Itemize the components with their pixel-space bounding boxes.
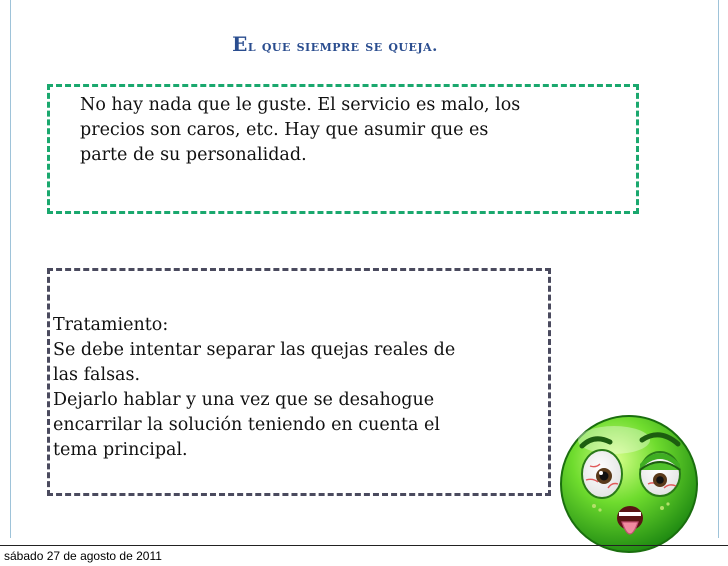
footer-date: sábado 27 de agosto de 2011 — [4, 549, 162, 563]
description-text: No hay nada que le guste. El servicio es malo, los precios son caros, etc. Hay que asumir que es parte de su personalidad. — [80, 95, 521, 165]
footer-divider — [0, 545, 728, 546]
treatment-text: Tratamiento: Se debe intentar separar las quejas reales de las falsas. Dejarlo hablar y una vez que se desahogue encarrilar la solución teniendo en cuenta el tema principal. — [53, 315, 456, 460]
sick-green-face-icon — [556, 410, 702, 556]
slide-title: El que siempre se queja. — [232, 32, 438, 56]
left-margin-rule — [10, 0, 11, 538]
right-margin-rule — [718, 0, 719, 538]
